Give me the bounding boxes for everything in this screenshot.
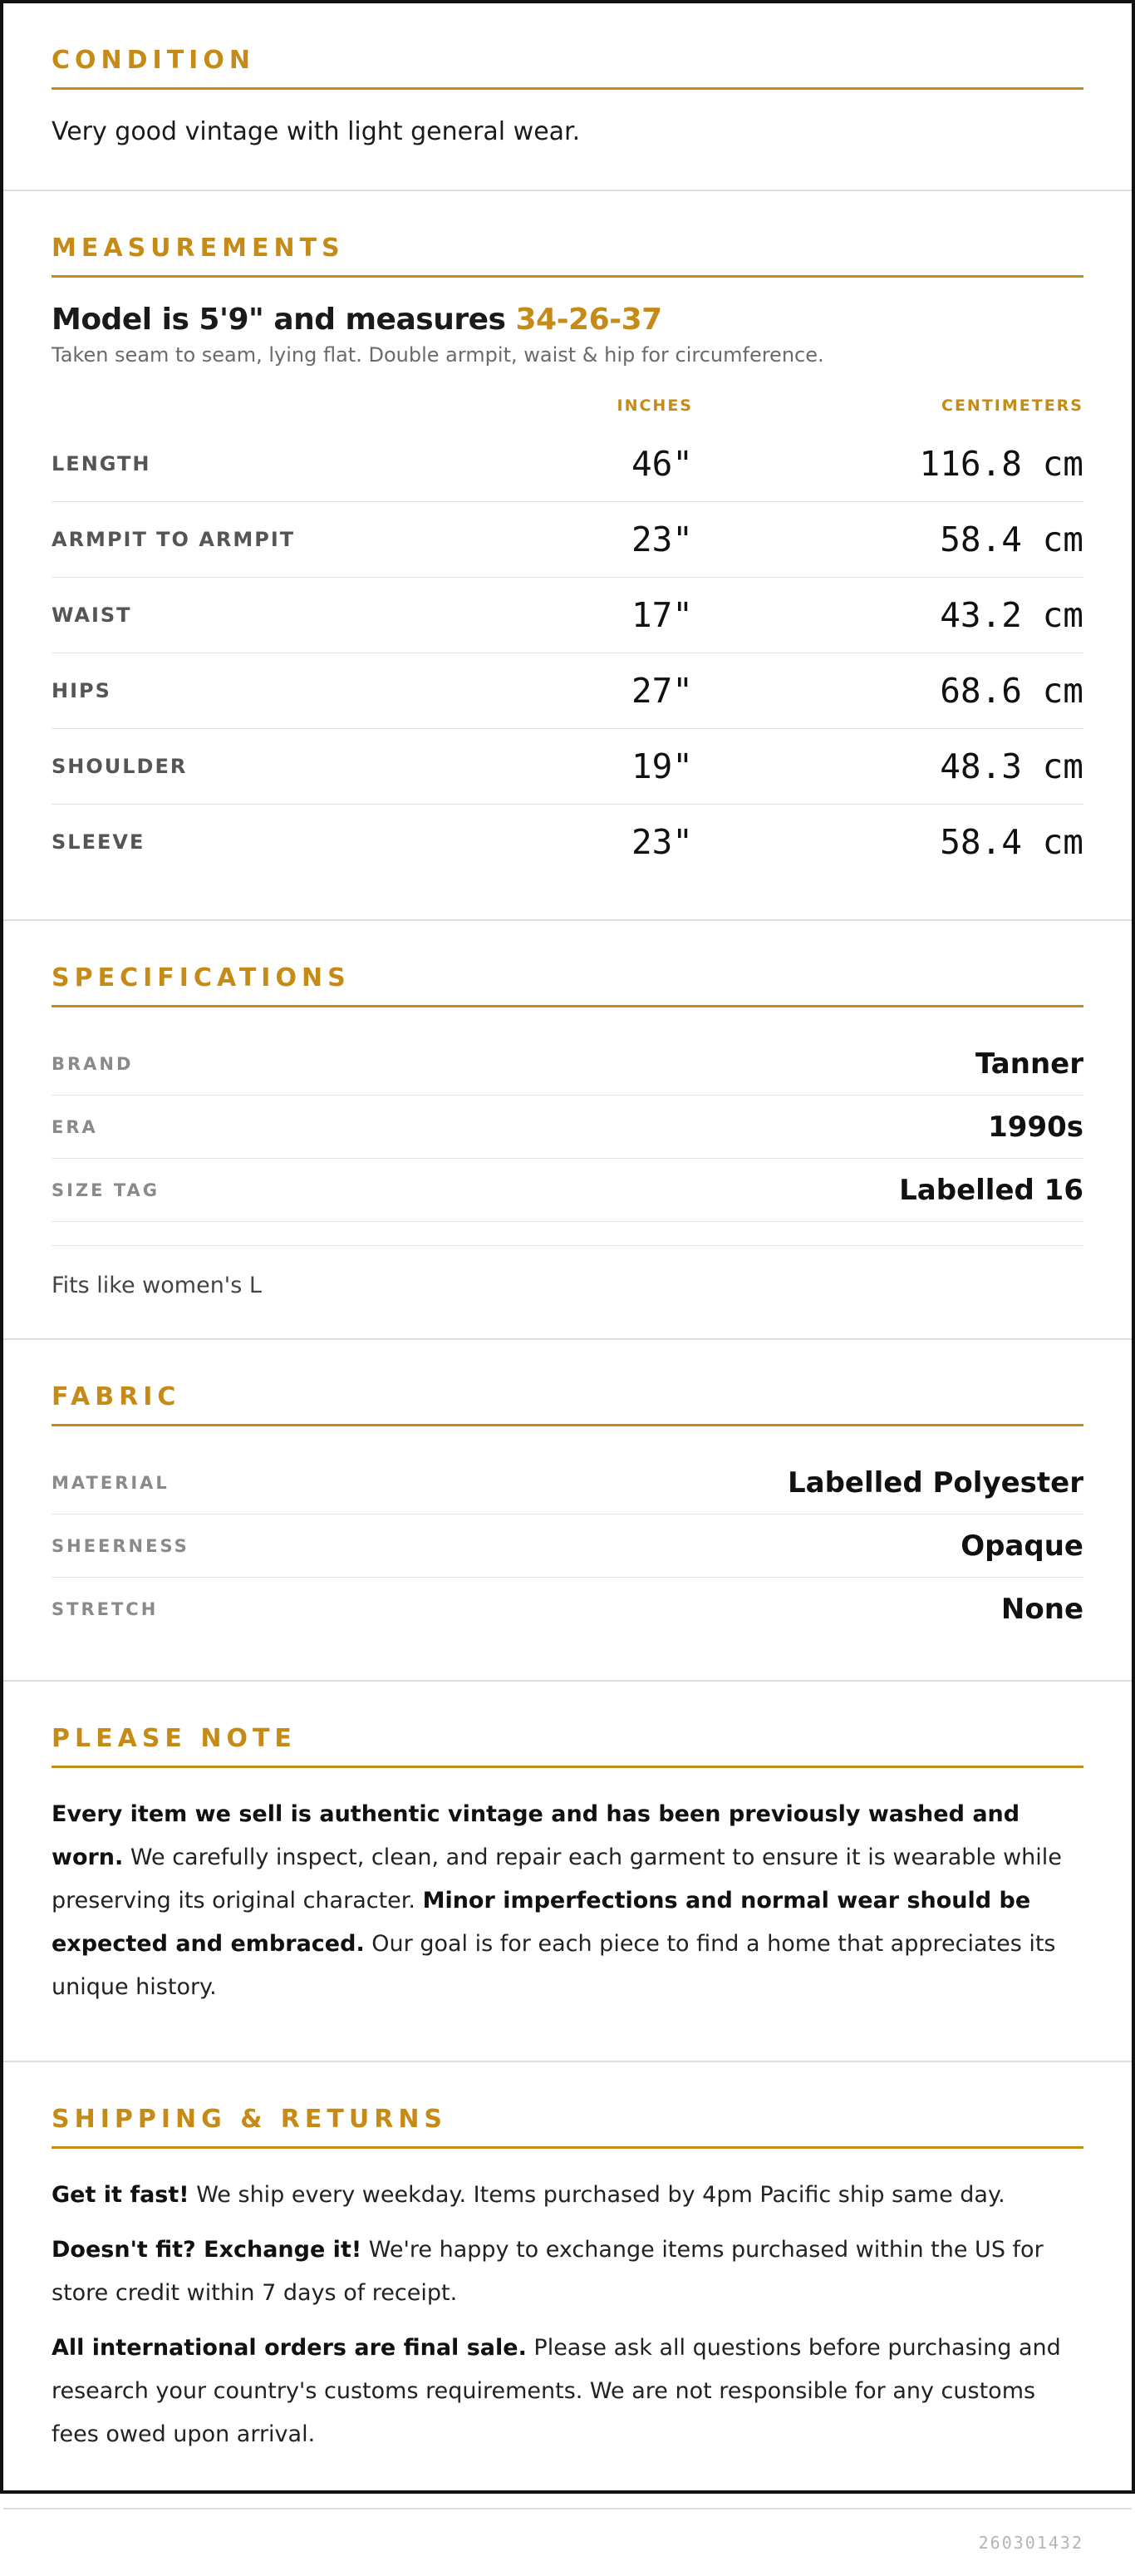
shipping-bold-3: All international orders are final sale. [52,2335,527,2361]
fabric-value: Opaque [961,1529,1083,1563]
measurement-label: SLEEVE [52,830,145,854]
shipping-bold-1: Get it fast! [52,2182,189,2208]
shipping-paragraph-2 [52,2229,1083,2315]
measurement-row-armpit [52,502,1083,578]
measurement-inches: 27" [631,671,693,711]
measurement-centimeters: 58.4 cm [940,822,1083,862]
fabric-value: None [1000,1592,1083,1626]
shipping-title: SHIPPING & RETURNS [52,2106,1083,2149]
measurement-row-hips [52,653,1083,729]
measurement-centimeters: 68.6 cm [940,671,1083,711]
measurement-row-length [52,426,1083,502]
measurements-header [52,385,1083,426]
measurement-row-shoulder [52,729,1083,805]
measurement-label: HIPS [52,679,111,702]
fabric-label: STRETCH [52,1598,159,1619]
fabric-row-material [52,1451,1083,1515]
specifications-title: SPECIFICATIONS [52,964,1083,1007]
condition-text: Very good vintage with light general wear. [52,117,581,146]
fabric-section [3,1340,1132,1682]
spec-value: 1990s [988,1110,1083,1144]
please-note-bold-2: Minor imperfections and normal wear should be expected and embraced. [52,1888,1031,1957]
spec-value: Labelled 16 [899,1173,1083,1207]
measurement-centimeters: 48.3 cm [940,746,1083,786]
please-note-title: PLEASE NOTE [52,1725,1083,1768]
footer [3,2510,1132,2576]
fabric-title: FABRIC [52,1383,1083,1426]
please-note-text [52,1793,1083,2009]
measurement-label: LENGTH [52,452,151,475]
please-note-text-2: Our goal is for each piece to find a home that appreciates its unique history. [52,1931,1056,2000]
measurement-row-sleeve [52,805,1083,879]
shipping-text-3: Please ask all questions before purchasing and research your country's customs requirements. We are not responsible for any customs fees owed upon arrival. [52,2335,1061,2447]
centimeters-column-header: CENTIMETERS [941,396,1083,415]
measurement-label: SHOULDER [52,755,188,778]
shipping-text-2: We're happy to exchange items purchased within the US for store credit within 7 days of receipt. [52,2237,1044,2306]
spec-row-size-tag [52,1159,1083,1222]
fabric-label: MATERIAL [52,1472,170,1493]
measurements-title: MEASUREMENTS [52,234,1083,278]
measurement-method-note: Taken seam to seam, lying flat. Double armpit, waist & hip for circumference. [52,343,824,367]
spec-label: SIZE TAG [52,1180,160,1200]
please-note-text-1: We carefully inspect, clean, and repair each garment to ensure it is wearable while preserving its original character. [52,1845,1062,1914]
product-code: 260301432 [978,2533,1083,2553]
measurement-centimeters: 43.2 cm [940,595,1083,635]
spec-row-era [52,1096,1083,1159]
shipping-paragraph-3 [52,2327,1083,2456]
shipping-section [3,2062,1132,2510]
please-note-bold-1: Every item we sell is authentic vintage and has been previously washed and worn. [52,1801,1020,1870]
shipping-bold-2: Doesn't fit? Exchange it! [52,2237,362,2263]
measurements-table [52,426,1083,879]
fabric-value: Labelled Polyester [787,1465,1083,1500]
condition-title: CONDITION [52,47,1083,90]
spec-row-brand [52,1032,1083,1096]
inches-column-header: INCHES [617,396,693,415]
measurement-inches: 19" [631,746,693,786]
model-measures: 34-26-37 [515,303,662,337]
spec-label: ERA [52,1116,98,1137]
specifications-list [52,1032,1083,1222]
fabric-list [52,1451,1083,1640]
shipping-paragraph-1 [52,2174,1083,2217]
measurement-label: ARMPIT TO ARMPIT [52,528,296,551]
measurement-inches: 23" [631,520,693,559]
measurement-inches: 23" [631,822,693,862]
model-prefix: Model is 5'9" and measures [52,303,506,337]
measurements-section [3,191,1132,921]
fabric-label: SHEERNESS [52,1535,189,1556]
fit-note: Fits like women's L [52,1245,1083,1298]
spec-value: Tanner [975,1047,1083,1081]
shipping-text-1: We ship every weekday. Items purchased by 4pm Pacific ship same day. [189,2182,1005,2208]
please-note-section [3,1682,1132,2062]
specifications-section [3,921,1132,1340]
measurement-row-waist [52,578,1083,653]
spec-label: BRAND [52,1053,134,1074]
condition-section [3,3,1132,191]
measurement-inches: 17" [631,595,693,635]
measurement-centimeters: 116.8 cm [919,444,1083,484]
fabric-row-sheerness [52,1515,1083,1578]
model-measurements-line [52,303,1083,337]
measurement-centimeters: 58.4 cm [940,520,1083,559]
fabric-row-stretch [52,1578,1083,1640]
measurement-inches: 46" [631,444,693,484]
measurement-label: WAIST [52,603,132,627]
